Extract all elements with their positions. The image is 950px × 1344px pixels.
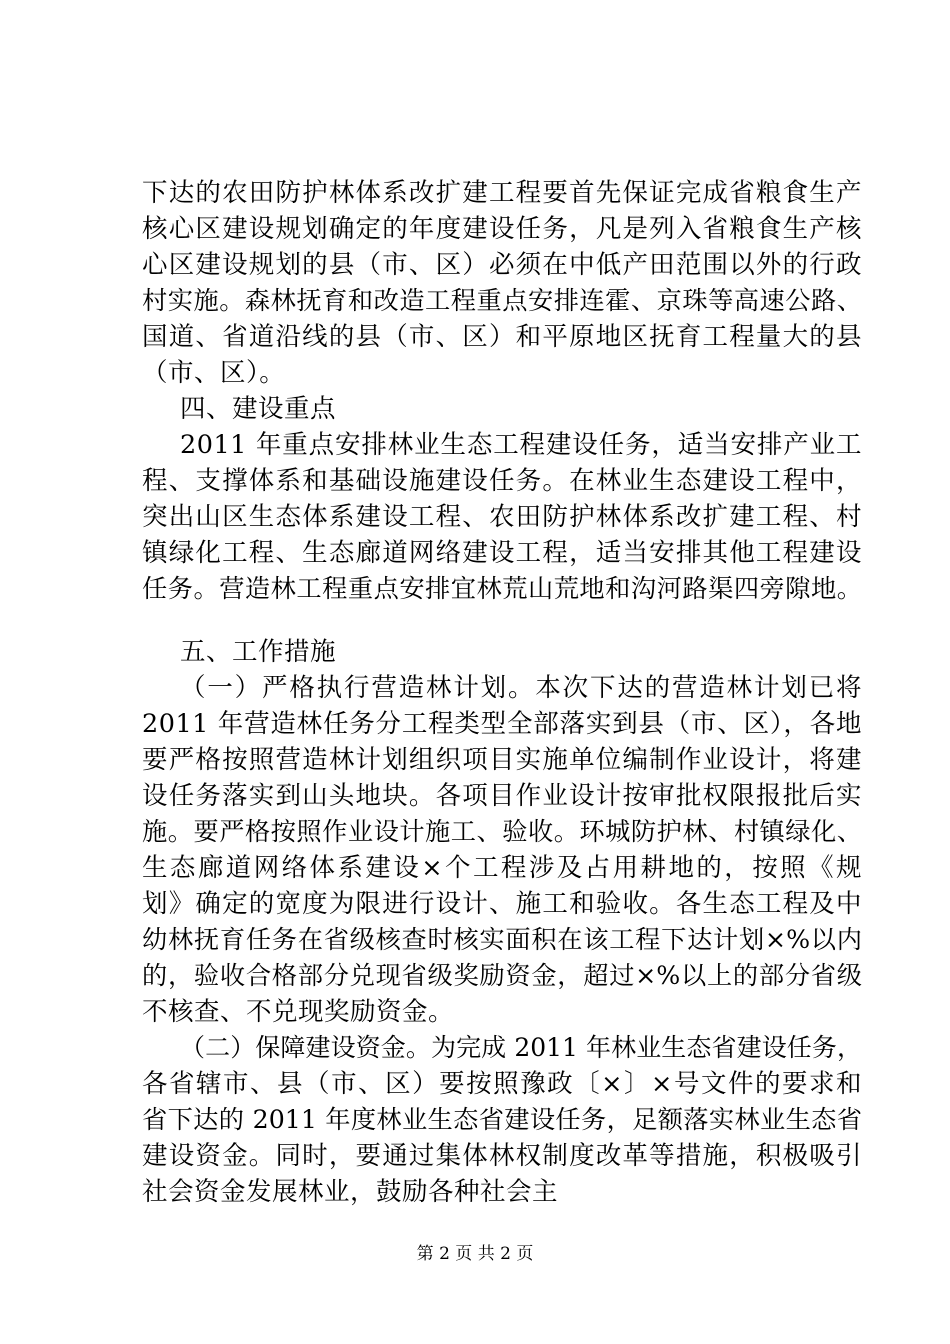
paragraph-line: 的，验收合格部分兑现省级奖励资金，超过×%以上的部分省级 <box>142 961 862 990</box>
paragraph-line: （一）严格执行营造林计划。本次下达的营造林计划已将 <box>180 673 862 703</box>
paragraph-line: 任务。营造林工程重点安排宜林荒山荒地和沟河路渠四旁隙地。 <box>142 574 862 603</box>
paragraph-line: 省下达的 2011 年度林业生态省建设任务，足额落实林业生态省 <box>142 1105 862 1134</box>
paragraph-line: 不核查、不兑现奖励资金。 <box>142 997 455 1027</box>
paragraph-line: 村实施。森林抚育和改造工程重点安排连霍、京珠等高速公路、 <box>142 286 862 315</box>
section-heading: 五、工作措施 <box>180 637 337 667</box>
paragraph-line: 下达的农田防护林体系改扩建工程要首先保证完成省粮食生产 <box>142 178 862 208</box>
paragraph-line: （市、区）。 <box>142 358 286 388</box>
paragraph-line: 社会资金发展林业，鼓励各种社会主 <box>142 1177 559 1207</box>
paragraph-line: 突出山区生态体系建设工程、农田防护林体系改扩建工程、村 <box>142 502 862 532</box>
paragraph-line: 程、支撑体系和基础设施建设任务。在林业生态建设工程中， <box>142 466 862 496</box>
paragraph-line: 2011 年营造林任务分工程类型全部落实到县（市、区），各地 <box>142 709 862 739</box>
paragraph-line: 生态廊道网络体系建设×个工程涉及占用耕地的，按照《规 <box>142 853 862 883</box>
section-heading: 四、建设重点 <box>180 394 337 424</box>
paragraph-line: 核心区建设规划确定的年度建设任务，凡是列入省粮食生产核 <box>142 214 862 244</box>
paragraph-line: 各省辖市、县（市、区）要按照豫政〔×〕×号文件的要求和 <box>142 1069 862 1099</box>
paragraph-line: （二）保障建设资金。为完成 2011 年林业生态省建设任务， <box>180 1033 862 1062</box>
paragraph-line: 建设资金。同时，要通过集体林权制度改革等措施，积极吸引 <box>142 1141 862 1171</box>
paragraph-line: 幼林抚育任务在省级核查时核实面积在该工程下达计划×%以内 <box>142 925 862 954</box>
paragraph-line: 要严格按照营造林计划组织项目实施单位编制作业设计，将建 <box>142 745 862 775</box>
paragraph-line: 设任务落实到山头地块。各项目作业设计按审批权限报批后实 <box>142 781 862 811</box>
paragraph-line: 施。要严格按照作业设计施工、验收。环城防护林、村镇绿化、 <box>142 817 862 846</box>
paragraph-line: 国道、省道沿线的县（市、区）和平原地区抚育工程量大的县 <box>142 322 862 352</box>
paragraph-line: 2011 年重点安排林业生态工程建设任务，适当安排产业工 <box>180 430 862 460</box>
paragraph-line: 划》确定的宽度为限进行设计、施工和验收。各生态工程及中 <box>142 889 862 919</box>
paragraph-line: 心区建设规划的县（市、区）必须在中低产田范围以外的行政 <box>142 250 862 280</box>
paragraph-line: 镇绿化工程、生态廊道网络建设工程，适当安排其他工程建设 <box>142 538 862 568</box>
page-number: 第 2 页 共 2 页 <box>416 1244 534 1264</box>
